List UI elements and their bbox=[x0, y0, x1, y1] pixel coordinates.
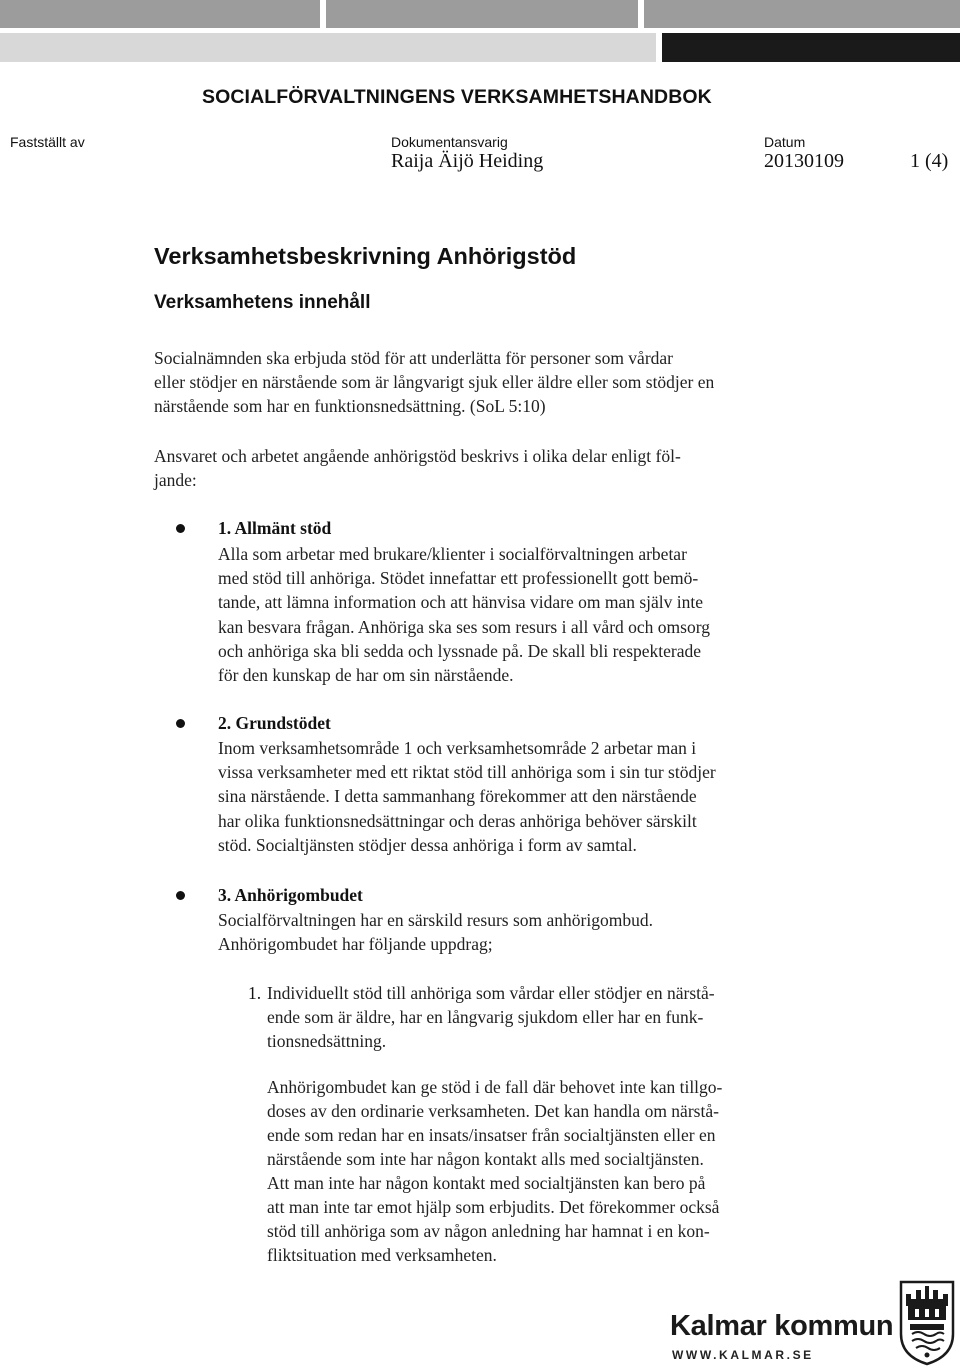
text-line: Inom verksamhetsområde 1 och verksamhetsområde 2 arbetar man i bbox=[218, 738, 697, 758]
decor-bar bbox=[644, 0, 960, 28]
item-title-relative-representative: 3. Anhörigombudet bbox=[218, 885, 363, 905]
decor-bar bbox=[0, 33, 656, 62]
kalmar-crest-icon bbox=[898, 1278, 956, 1366]
item-body-relative-representative bbox=[218, 908, 653, 956]
text-line: tande, att lämna information och att hänvisa vidare om man själv inte bbox=[218, 592, 703, 613]
kalmar-logo-url: WWW.KALMAR.SE bbox=[672, 1348, 814, 1362]
text-line: fliktsituation med verksamheten. bbox=[267, 1245, 497, 1265]
text-line: eller stödjer en närstående som är långvarigt sjuk eller äldre eller som stödjer en bbox=[154, 372, 715, 392]
bullet-icon bbox=[176, 524, 185, 533]
bullet-icon bbox=[176, 719, 185, 728]
document-title: Verksamhetsbeskrivning Anhörigstöd bbox=[154, 243, 577, 269]
text-line: för den kunskap de har om sin närstående. bbox=[218, 665, 514, 686]
handbook-title: SOCIALFÖRVALTNINGENS VERKSAMHETSHANDBOK bbox=[202, 86, 712, 108]
intro-paragraph bbox=[154, 346, 714, 418]
owner-label: Dokumentansvarig bbox=[391, 134, 508, 150]
text-line: tionsnedsättning. bbox=[267, 1031, 387, 1051]
decor-bar bbox=[326, 0, 638, 28]
text-line: Att man inte har någon kontakt med socialtjänsten kan bero på bbox=[267, 1173, 706, 1193]
text-line: Alla som arbetar med brukare/klienter i socialförvaltningen arbetar bbox=[218, 544, 687, 564]
established-label: Fastställt av bbox=[10, 134, 85, 150]
text-line: Ansvaret och arbetet angående anhörigstöd beskrivs i olika delar enligt föl- bbox=[154, 446, 681, 466]
text-line: Individuellt stöd till anhöriga som vårdar eller stödjer en närstå- bbox=[267, 983, 715, 1003]
date-label: Datum bbox=[764, 134, 806, 150]
subitem-number: 1. bbox=[248, 983, 262, 1003]
text-line: ende som redan har en insats/insatser från socialtjänsten eller en bbox=[267, 1125, 716, 1145]
bullet-icon bbox=[176, 891, 185, 900]
owner-value: Raija Äijö Heiding bbox=[391, 150, 544, 172]
subitem-paragraph bbox=[267, 1075, 722, 1267]
responsibility-paragraph bbox=[154, 444, 681, 492]
text-line: doses av den ordinarie verksamheten. Det kan handla om närstå- bbox=[267, 1101, 719, 1121]
text-line: att man inte tar emot hjälp som erbjudits. Det förekommer också bbox=[267, 1197, 720, 1217]
item-body-general-support bbox=[218, 542, 710, 687]
text-line: Anhörigombudet kan ge stöd i de fall där behovet inte kan tillgo- bbox=[267, 1077, 723, 1097]
section-heading: Verksamhetens innehåll bbox=[154, 292, 371, 313]
text-line: närstående som inte har någon kontakt alls med socialtjänsten. bbox=[267, 1149, 704, 1169]
header-decor-bars bbox=[0, 0, 960, 64]
text-line: Socialnämnden ska erbjuda stöd för att underlätta för personer som vårdar bbox=[154, 348, 673, 368]
decor-bar bbox=[662, 33, 960, 62]
text-line: stöd till anhöriga som av någon anledning har hamnat i en kon- bbox=[267, 1221, 710, 1241]
text-line: jande: bbox=[154, 470, 197, 490]
date-value: 20130109 bbox=[764, 150, 844, 172]
subitem-body bbox=[267, 981, 715, 1053]
text-line: vissa verksamheter med ett riktat stöd till anhöriga som i sin tur stödjer bbox=[218, 762, 716, 783]
text-line: stöd. Socialtjänsten stödjer dessa anhöriga i form av samtal. bbox=[218, 834, 637, 855]
text-line: Socialförvaltningen har en särskild resurs som anhörigombud. bbox=[218, 910, 653, 930]
text-line: har olika funktionsnedsättningar och deras anhöriga behöver särskilt bbox=[218, 810, 697, 831]
kalmar-logo-text: Kalmar kommun bbox=[670, 1310, 894, 1342]
item-body-basic-support bbox=[218, 736, 716, 857]
item-title-basic-support: 2. Grundstödet bbox=[218, 713, 331, 733]
text-line: ende som är äldre, har en långvarig sjukdom eller har en funk- bbox=[267, 1007, 704, 1027]
decor-bar bbox=[0, 0, 320, 28]
text-line: och anhöriga ska bli sedda och lyssnade på. De skall bli respekterade bbox=[218, 640, 702, 661]
text-line: Anhörigombudet har följande uppdrag; bbox=[218, 934, 493, 955]
page-number: 1 (4) bbox=[910, 150, 949, 172]
item-title-general-support: 1. Allmänt stöd bbox=[218, 518, 332, 538]
text-line: kan besvara frågan. Anhöriga ska ses som resurs i all vård och omsorg bbox=[218, 616, 710, 637]
text-line: närstående som har en funktionsnedsättning. (SoL 5:10) bbox=[154, 396, 546, 416]
text-line: med stöd till anhöriga. Stödet innefattar ett professionellt gott bemö- bbox=[218, 568, 699, 589]
text-line: sina närstående. I detta sammanhang förekommer att den närstående bbox=[218, 786, 697, 807]
